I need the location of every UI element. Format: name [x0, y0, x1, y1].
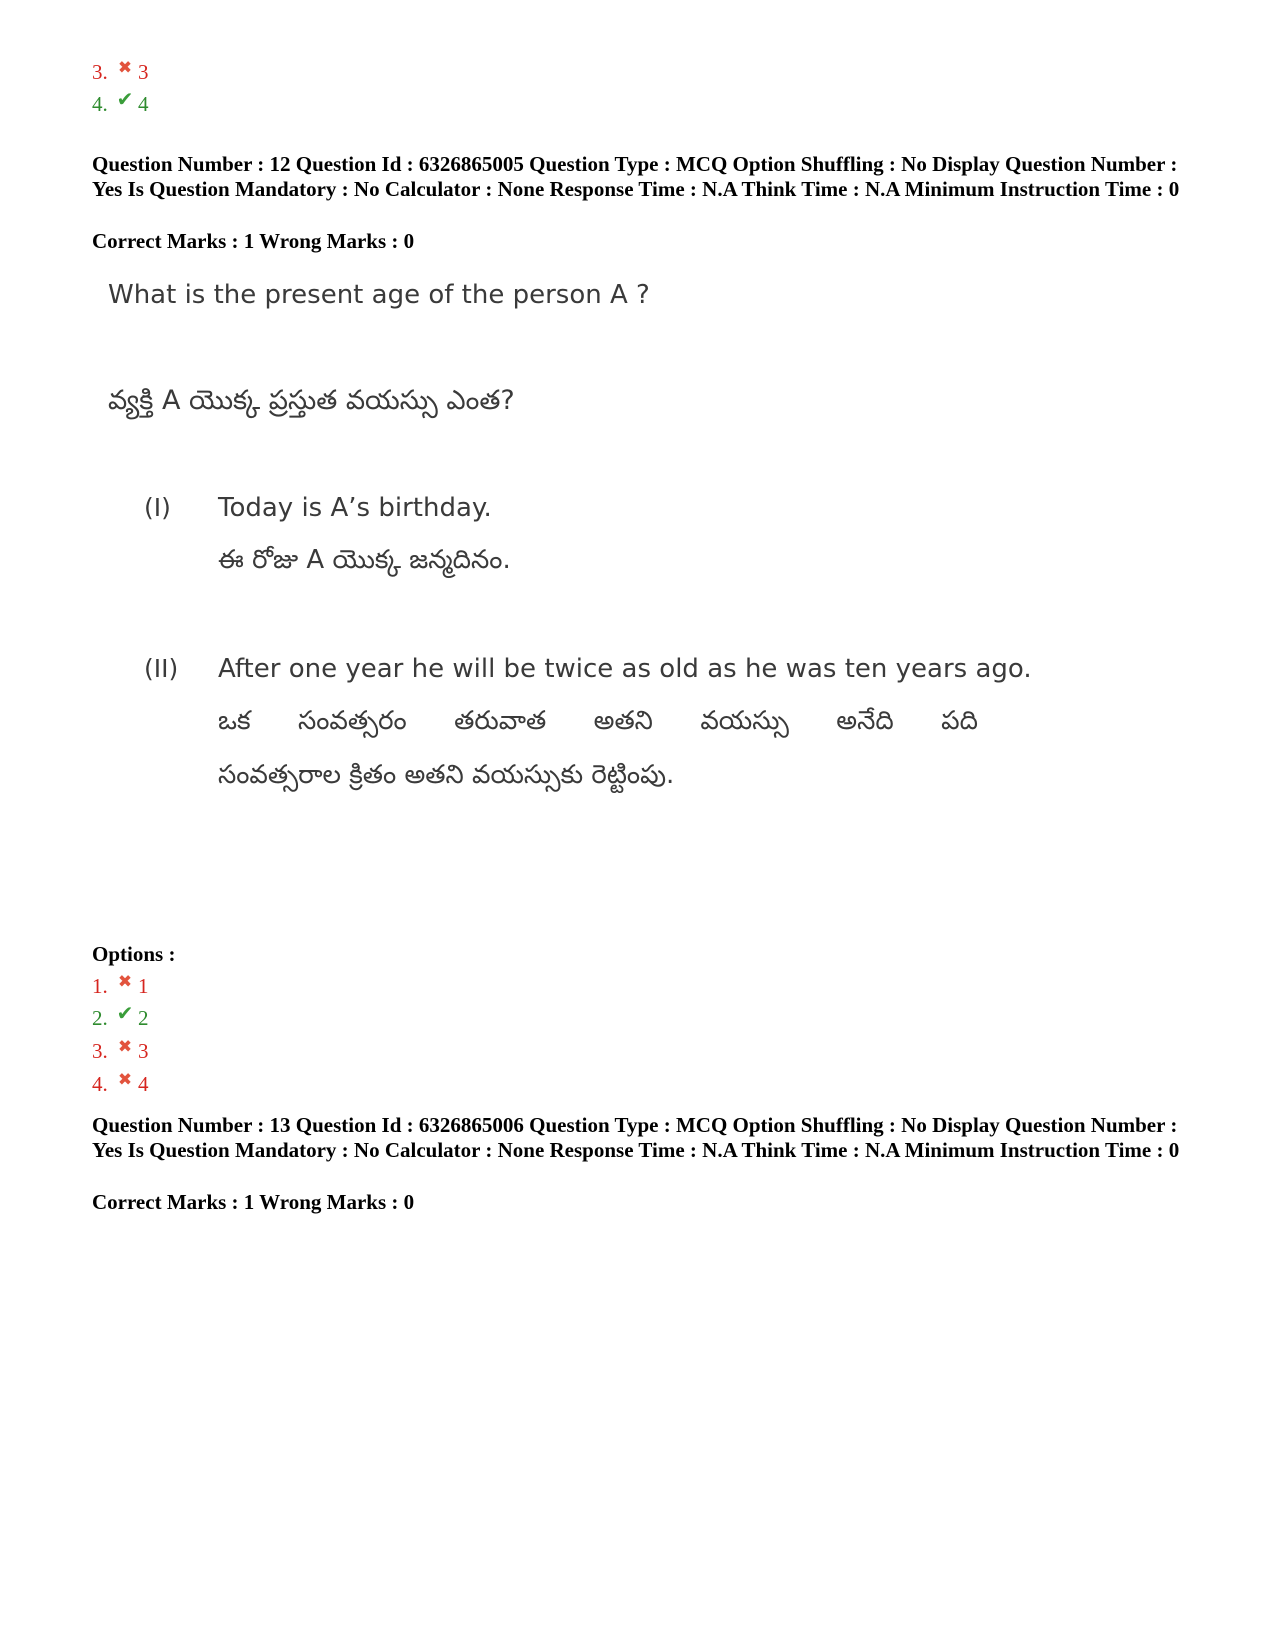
word: ఒక — [218, 706, 251, 736]
check-icon: ✔ — [116, 87, 134, 111]
question-english: What is the present age of the person A ? — [108, 280, 650, 310]
question-13-marks: Correct Marks : 1 Wrong Marks : 0 — [92, 1190, 415, 1214]
statement-2-english: After one year he will be twice as old as he was ten years ago. — [218, 654, 1032, 684]
option-4 — [92, 1072, 149, 1098]
option-number: 3. — [92, 1039, 108, 1063]
statement-1-telugu: ఈ రోజు A యొక్క జన్మదినం. — [218, 545, 511, 575]
option-number: 4. — [92, 92, 108, 116]
statement-1-label: (I) — [144, 493, 171, 522]
cross-icon: ✖ — [117, 972, 133, 992]
question-13-meta: Question Number : 13 Question Id : 6326865006 Question Type : MCQ Option Shuffling : No Display Question Number : Yes Is Question Mandatory : No Calculator : None Response Time : N.A Think Time : N.A Minimum Instruction Time : 0 — [92, 1113, 1180, 1162]
word: సంవత్సరం — [297, 706, 407, 736]
statement-2-telugu-line-2: సంవత్సరాల క్రితం అతని వయస్సుకు రెట్టింపు. — [218, 760, 675, 790]
option-2 — [92, 1001, 149, 1030]
option-value: 1 — [138, 974, 149, 998]
word: అనేది — [836, 706, 894, 736]
cross-icon: ✖ — [117, 1037, 133, 1057]
option-value: 3 — [138, 1039, 149, 1063]
word: పది — [941, 706, 978, 736]
option-value: 2 — [138, 1006, 149, 1030]
option-number: 4. — [92, 1072, 108, 1096]
word: అతని — [593, 706, 653, 736]
word: తరువాత — [454, 706, 547, 736]
prev-option-4 — [92, 87, 149, 116]
statement-2-telugu-line-1 — [218, 706, 978, 742]
check-icon: ✔ — [116, 1001, 134, 1025]
option-value: 4 — [138, 92, 149, 116]
question-12-marks: Correct Marks : 1 Wrong Marks : 0 — [92, 229, 415, 253]
option-value: 4 — [138, 1072, 149, 1096]
options-heading: Options : — [92, 942, 176, 966]
option-3 — [92, 1039, 149, 1065]
statement-1-english: Today is A’s birthday. — [218, 493, 492, 523]
option-1 — [92, 974, 149, 1000]
cross-icon: ✖ — [117, 1070, 133, 1090]
prev-option-3 — [92, 60, 149, 86]
option-number: 2. — [92, 1006, 108, 1030]
option-value: 3 — [138, 60, 149, 84]
question-12-meta: Question Number : 12 Question Id : 6326865005 Question Type : MCQ Option Shuffling : No Display Question Number : Yes Is Question Mandatory : No Calculator : None Response Time : N.A Think Time : N.A Minimum Instruction Time : 0 — [92, 152, 1180, 201]
question-12-body — [95, 278, 1032, 838]
option-number: 1. — [92, 974, 108, 998]
statement-2-label: (II) — [144, 654, 179, 683]
question-telugu: వ్యక్తి A యొక్క ప్రస్తుత వయస్సు ఎంత? — [108, 385, 515, 416]
option-number: 3. — [92, 60, 108, 84]
cross-icon: ✖ — [117, 58, 133, 78]
word: వయస్సు — [700, 706, 789, 736]
